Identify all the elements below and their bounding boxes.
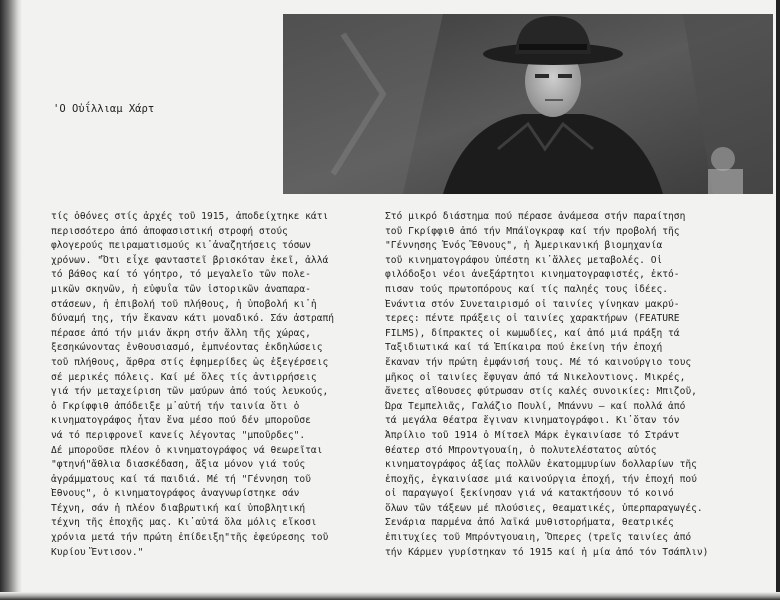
text-line: δύναμή της, τήν ἔκαναν κάτι μοναδικό. Σάν ἀστραπή [51,313,335,325]
text-line: ξεσηκώνοντας ἐνθουσιασμό, ἐμπνέοντας ἐκδηλώσεις [51,342,323,354]
text-line: Ὥρα Τεμπελιᾶς, Γαλάζιο Πουλί, Μπάννυ – καί πολλά ἀπό [385,400,686,412]
text-line: τοῦ πλήθους, ἄρθρα στίς ἐφημερίδες ὡς ἐξεγέρσεις [51,356,329,368]
text-line: τίς ὀθόνες στίς ἀρχές τοῦ 1915, ἀποδείχτηκε κάτι [51,211,329,222]
text-line: στάσεων, ἡ ἐπιβολή τοῦ πλήθους, ἡ ὑποβολή κι᾽ἡ [51,298,317,310]
text-line: Ἐνάντια στόν Συνεταιρισμό οἱ ταινίες γίνηκαν μακρύ- [385,298,680,310]
text-line: μικῶν σκηνῶν, ἡ εὐφυΐα τῶν ἱστορικῶν ἀναπαρα- [51,283,311,295]
text-line: τήν Κάρμεν γυρίστηκαν τό 1915 καί ἡ μία ἀπό τόν Τσάπλιν) [385,546,709,558]
text-line: "Γέννησης Ἑνός Ἔθνους", ἡ Ἀμερικανική βιομηχανία [385,240,663,252]
text-line: ἀγράμματους καί τά παιδιά. Μέ τή "Γέννηση τοῦ [51,473,311,485]
text-line: Σενάρια παρμένα ἀπό λαϊκά μυθιστορήματα, θεατρικές [385,517,674,529]
text-line: ἐπιτυχίες τοῦ Μπρόντγουαιη, Ὄπερες (τρεῖς ταινίες ἀπό [385,532,692,544]
photo-william-hart [283,14,773,194]
text-line: Τέχνη, σάν ἡ πλέον διαβρωτική καί ὑποβλητική [51,502,306,514]
text-line: σέ μερικές πόλεις. Καί μέ ὅλες τίς ἀντιρρήσεις [51,371,317,383]
text-line: φλογερούς πειραματισμούς κι᾽ἀναζητήσεις τόσων [51,240,311,252]
text-line: πισαν τούς πρωτοπόρους καί τίς παληές τους ἰδέες. [385,283,669,295]
text-line: τερες: πέντε πράξεις οἱ ταινίες χαρακτήρων (FEATURE [385,313,680,325]
text-line: μῆκος οἱ ταινίες ἔφυγαν ἀπό τά Νικελοντιονς. Μικρές, [385,371,686,383]
text-line: χρόνων. "Ὅτι εἶχε φανταστεῖ βρισκόταν ἐκεῖ, ἀλλά [51,254,329,266]
page-bottom-edge [0,592,780,600]
text-line: Δέ μποροῦσε πλέον ὁ κινηματογράφος νά θεωρεῖται [51,444,323,456]
text-line: Ἀπρίλιο τοῦ 1914 ὁ Μίτσελ Μάρκ ἐγκαινίασε τό Στράντ [385,429,680,441]
text-line: Ἔθνους", ὁ κινηματογράφος ἀναγνωρίστηκε σάν [51,488,300,500]
text-line: "φτηνή"ἄθλια διασκέδαση, ἄξια μόνον γιά τούς [51,459,306,471]
text-line: κινηματογράφος ἀξίας πολλῶν ἑκατομμυρίων δολλαρίων τῆς [385,459,697,471]
right-text-column [385,210,771,560]
text-line: πέρασε ἀπό τήν μιάν ἄκρη στήν ἄλλη τῆς χώρας, [51,327,311,339]
text-line: τά μεγάλα θέατρα ἔγιναν κινηματογράφοι. Κι᾽ὅταν τόν [385,415,680,427]
text-line: FILMS), δίπρακτες οἱ κωμωδίες, καί ἀπό μιά πράξη τά [385,327,680,339]
text-line: φιλόδοξοι νέοι ἀνεξάρτητοι κινηματογραφιστές, ἐκτό- [385,269,680,281]
text-line: χρόνια μετά τήν πρώτη ἐπίδειξη"τῆς ἐφεύρεσης τοῦ [51,532,329,544]
text-line: τοῦ κινηματογράφου ὑπέστη κι᾽ἄλλες μεταβολές. Οἱ [385,254,663,266]
text-line: κινηματογράφος ἦταν ἕνα μέσο πού δέν μποροῦσε [51,415,311,427]
text-line: ἐποχῆς, ἐγκαινίασε μιά καινούργια ἐποχή, τήν ἐποχή πού [385,473,697,485]
text-line: ὅλων τῶν τάξεων μέ πλούσιες, θεαματικές, ὑπερπαραγωγές. [385,502,703,514]
text-line: ἄνετες αἴθουσες φύτρωσαν στίς καλές συνοικίες: Μπιζοῦ, [385,386,697,398]
text-line: περισσότερο ἀπό ἀποφασιστική στροφή στούς [51,225,288,237]
photo-caption: 'Ο Οὐΐλλιαμ Χάρτ [53,103,155,115]
text-line: τέχνη τῆς ἐποχῆς μας. Κι᾽αὐτά ὅλα μόλις εἴκοσι [51,517,317,529]
text-line: ἔκαναν τήν πρώτη ἐμφάνισή τους. Μέ τό καινούργιο τους [385,356,692,368]
page-right-edge [776,0,780,600]
page-binding-shadow [0,0,22,600]
text-line: ὁ Γκρίφφιθ ἀπόδειξε μ᾽αὐτή τήν ταινία ὅτι ὁ [51,400,300,412]
text-line: Κυρίου Ἔντισον." [51,546,144,558]
text-line: τοῦ Γκρίφφιθ ἀπό τήν Μπάϊογκραφ καί τήν προβολή τῆς [385,225,680,237]
text-line: Ταξιδιωτικά καί τά Ἐπίκαιρα πού ἐκείνη τήν ἐποχή [385,342,663,354]
text-line: οἱ παραγωγοί ξεκίνησαν γιά νά κατακτήσουν τό κοινό [385,488,674,500]
text-line: νά τό περιφρονεῖ κανείς λέγοντας "μποῦρδες". [51,429,306,441]
text-line: τό βάθος καί τό γόητρο, τό μεγαλεῖο τῶν πολε- [51,269,311,281]
text-line: θέατερ στό Μπροντγουαίη, ὁ πολυτελέστατος αὐτός [385,444,657,456]
text-line: γιά τήν μεταχείριση τῶν μαύρων ἀπό τούς λευκούς, [51,386,329,398]
left-text-column [51,210,356,560]
text-line: Στό μικρό διάστημα πού πέρασε ἀνάμεσα στήν παραίτηση [385,211,686,222]
